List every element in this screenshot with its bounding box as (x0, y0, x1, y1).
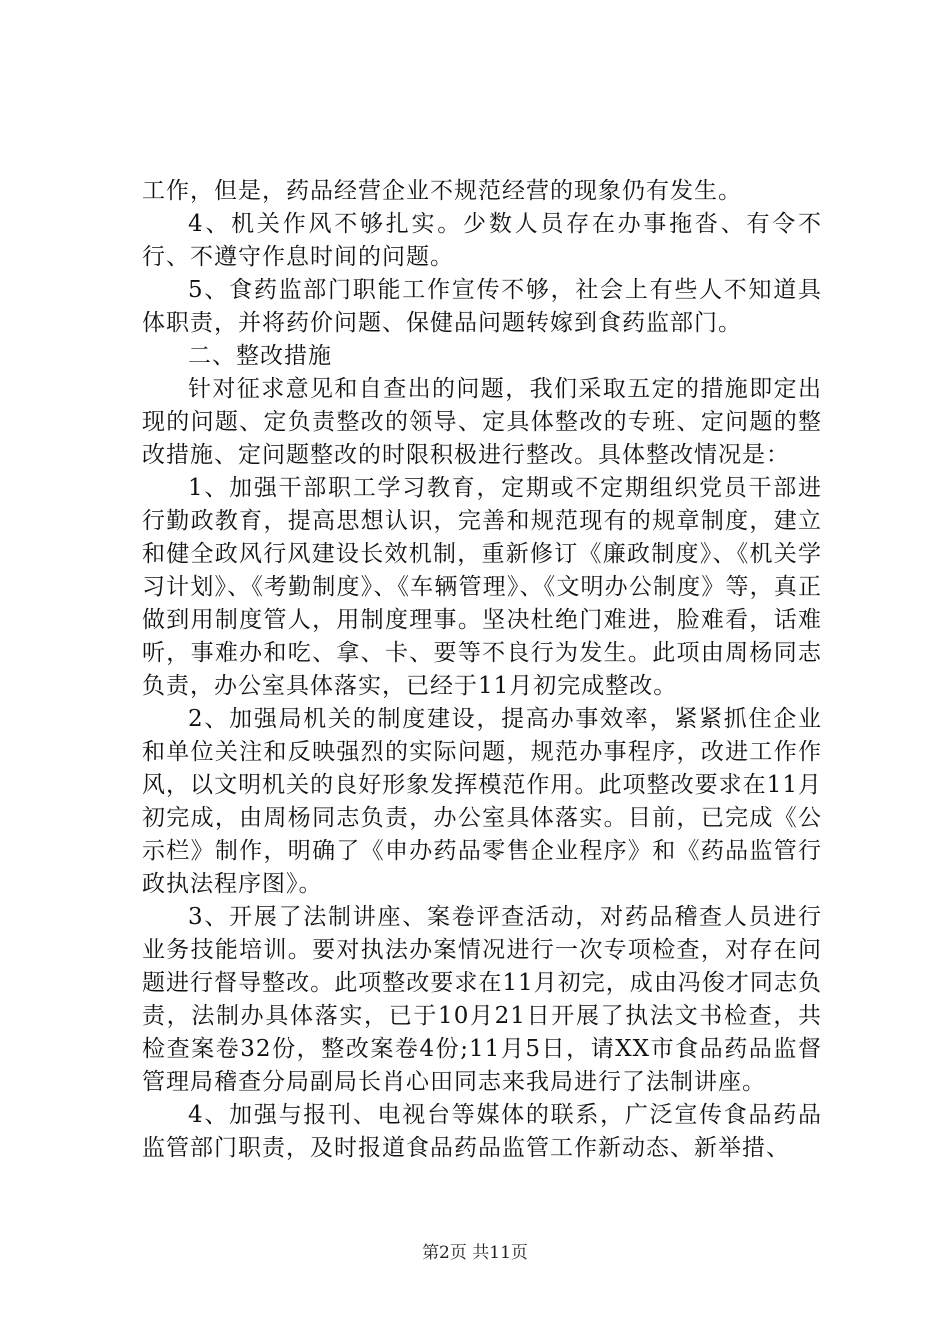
paragraph-measure-2: 2、加强局机关的制度建设，提高办事效率，紧紧抓住企业和单位关注和反映强烈的实际问题，规范办事程序，改进工作作风，以文明机关的良好形象发挥模范作用。此项整改要求在11月初完成，由周杨同志负责，办公室具体落实。目前，已完成《公示栏》制作，明确了《申办药品零售企业程序》和《药品监管行政执法程序图》。 (142, 706, 822, 897)
paragraph-measure-1: 1、加强干部职工学习教育，定期或不定期组织党员干部进行勤政教育，提高思想认识，完善和规范现有的规章制度，建立和健全政风行风建设长效机制，重新修订《廉政制度》、《机关学习计划》、《考勤制度》、《车辆管理》、《文明办公制度》等，真正做到用制度管人，用制度理事。坚决杜绝门难进，脸难看，话难听，事难办和吃、拿、卡、要等不良行为发生。此项由周杨同志负责，办公室具体落实，已经于11月初完成整改。 (142, 475, 822, 699)
section-heading-rectification: 二、整改措施 (188, 343, 332, 369)
paragraph-item-5-publicity: 5、食药监部门职能工作宣传不够，社会上有些人不知道具体职责，并将药价问题、保健品问题转嫁到食药监部门。 (142, 277, 822, 336)
document-body (142, 175, 822, 1165)
page-number-footer: 第2页 共11页 (422, 1243, 528, 1263)
paragraph-measure-3: 3、开展了法制讲座、案卷评查活动，对药品稽查人员进行业务技能培训。要对执法办案情况进行一次专项检查，对存在问题进行督导整改。此项整改要求在11月初完，成由冯俊才同志负责，法制办具体落实，已于10月21日开展了执法文书检查，共检查案卷32份，整改案卷4份;11月5日，请XX市食品药品监督管理局稽查分局副局长肖心田同志来我局进行了法制讲座。 (142, 904, 822, 1095)
paragraph-item-4-work-style: 4、机关作风不够扎实。少数人员存在办事拖沓、有令不行、不遵守作息时间的问题。 (142, 211, 822, 270)
paragraph-continuation: 工作，但是，药品经营企业不规范经营的现象仍有发生。 (142, 178, 742, 204)
paragraph-measure-4: 4、加强与报刊、电视台等媒体的联系，广泛宣传食品药品监管部门职责，及时报道食品药品监管工作新动态、新举措、 (142, 1102, 822, 1161)
paragraph-rectification-intro: 针对征求意见和自查出的问题，我们采取五定的措施即定出现的问题、定负责整改的领导、定具体整改的专班、定问题的整改措施、定问题整改的时限积极进行整改。具体整改情况是： (142, 376, 822, 468)
